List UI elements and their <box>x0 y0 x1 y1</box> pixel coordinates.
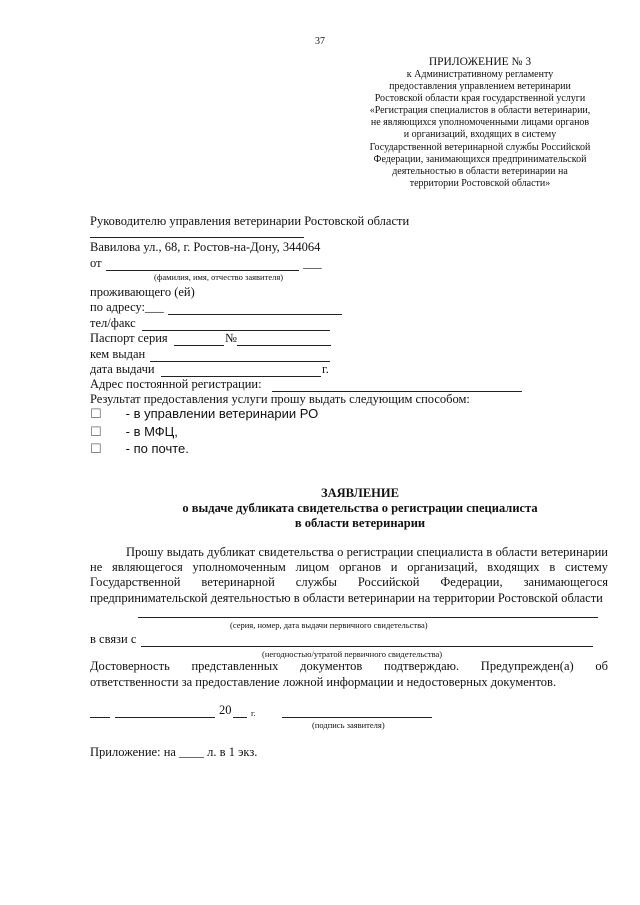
registration-label: Адрес постоянной регистрации: <box>90 377 262 391</box>
address-field[interactable] <box>168 314 342 315</box>
reason-field[interactable] <box>141 646 593 647</box>
confirmation-line: ответственности за предоставление ложной информации и недостоверных документов. <box>90 675 557 689</box>
passport-series-field[interactable] <box>174 345 224 346</box>
appendix-block <box>355 55 605 190</box>
issued-by-field[interactable] <box>150 361 330 362</box>
from-caption: (фамилия, имя, отчество заявителя) <box>154 272 284 282</box>
appendix-line: к Административному регламенту <box>406 69 554 80</box>
issue-date-label: дата выдачи <box>90 362 155 376</box>
statement-title: ЗАЯВЛЕНИЕ <box>321 486 399 500</box>
signature-year-suffix: г. <box>251 708 256 718</box>
from-tail: ___ <box>303 256 322 270</box>
signature-day-field[interactable] <box>90 717 110 718</box>
addressee: Руководителю управления ветеринарии Ростовской области <box>90 214 410 228</box>
signature-caption: (подпись заявителя) <box>312 720 385 730</box>
signature-month-field[interactable] <box>115 717 215 718</box>
option-office[interactable] <box>90 405 318 423</box>
statement-subtitle: о выдаче дубликата свидетельства о регистрации специалиста <box>182 501 538 515</box>
checkbox-icon[interactable]: ☐ <box>90 407 102 422</box>
passport-no-label: № <box>225 331 237 345</box>
appendix-line: и организаций, входящих в систему <box>403 129 557 141</box>
addressee-underline <box>90 237 304 238</box>
option-label: - в управлении ветеринарии РО <box>125 406 319 421</box>
option-mail[interactable] <box>90 440 189 458</box>
reason-label: в связи с <box>90 632 137 646</box>
appendix-line: предоставления управлением ветеринарии <box>389 81 571 93</box>
addressee-address: Вавилова ул., 68, г. Ростов-на-Дону, 344064 <box>90 240 321 254</box>
certificate-caption: (серия, номер, дата выдачи первичного свидетельства) <box>230 620 428 630</box>
appendix-title: ПРИЛОЖЕНИЕ № 3 <box>428 56 532 68</box>
passport-no-field[interactable] <box>237 345 331 346</box>
from-name-field[interactable] <box>106 270 299 271</box>
appendix-line: Государственной ветеринарной службы Российской <box>369 141 591 153</box>
appendix-line: Федерации, занимающихся предпринимательской <box>373 153 587 165</box>
result-method-line: Результат предоставления услуги прошу выдать следующим способом: <box>90 392 470 406</box>
signature-field[interactable] <box>282 717 432 718</box>
signature-year-field[interactable] <box>233 717 247 718</box>
page-number: 37 <box>315 36 325 47</box>
checkbox-icon[interactable]: ☐ <box>90 425 102 440</box>
appendix-line: территории Ростовской области» <box>409 177 551 189</box>
residing-label: проживающего (ей) <box>90 285 195 299</box>
checkbox-icon[interactable]: ☐ <box>90 442 102 457</box>
passport-series-label: Паспорт серия <box>90 331 168 345</box>
option-label: - в МФЦ, <box>125 424 178 439</box>
attachment-line: Приложение: на ____ л. в 1 экз. <box>90 745 258 759</box>
appendix-line: деятельностью в области ветеринарии на <box>392 165 568 177</box>
option-mfc[interactable] <box>90 423 178 441</box>
statement-text: Прошу выдать дубликат свидетельства о регистрации специалиста в области ветеринарии не являющегося уполномоченным лицом органов и организаций, входящих в систему Государственной ветеринарной службы Российской Федерации, занимающегося предпринимательской деятельностью в области ветеринарии на территории Ростовской области <box>90 545 608 605</box>
option-label: - по почте. <box>125 441 189 456</box>
statement-paragraph <box>90 545 608 606</box>
reason-caption: (негодностью/утратой первичного свидетельства) <box>262 649 443 659</box>
statement-subtitle: в области ветеринарии <box>294 516 426 530</box>
phone-label: тел/факс <box>90 316 136 330</box>
signature-year-prefix: 20 <box>219 703 232 717</box>
certificate-details-field[interactable] <box>138 617 598 618</box>
address-label: по адресу:___ <box>90 300 164 314</box>
issued-by-label: кем выдан <box>90 347 146 361</box>
from-label: от <box>90 256 102 270</box>
confirmation-line: Достоверность представленных документов подтверждаю. Предупрежден(а) об <box>90 659 608 673</box>
appendix-line: Ростовской области края государственной услуги <box>374 93 586 105</box>
appendix-line: «Регистрация специалистов в области ветеринарии, <box>369 105 591 117</box>
appendix-line: не являющихся уполномоченными лицами органов <box>370 117 590 129</box>
issue-year-suffix: г. <box>322 362 329 376</box>
